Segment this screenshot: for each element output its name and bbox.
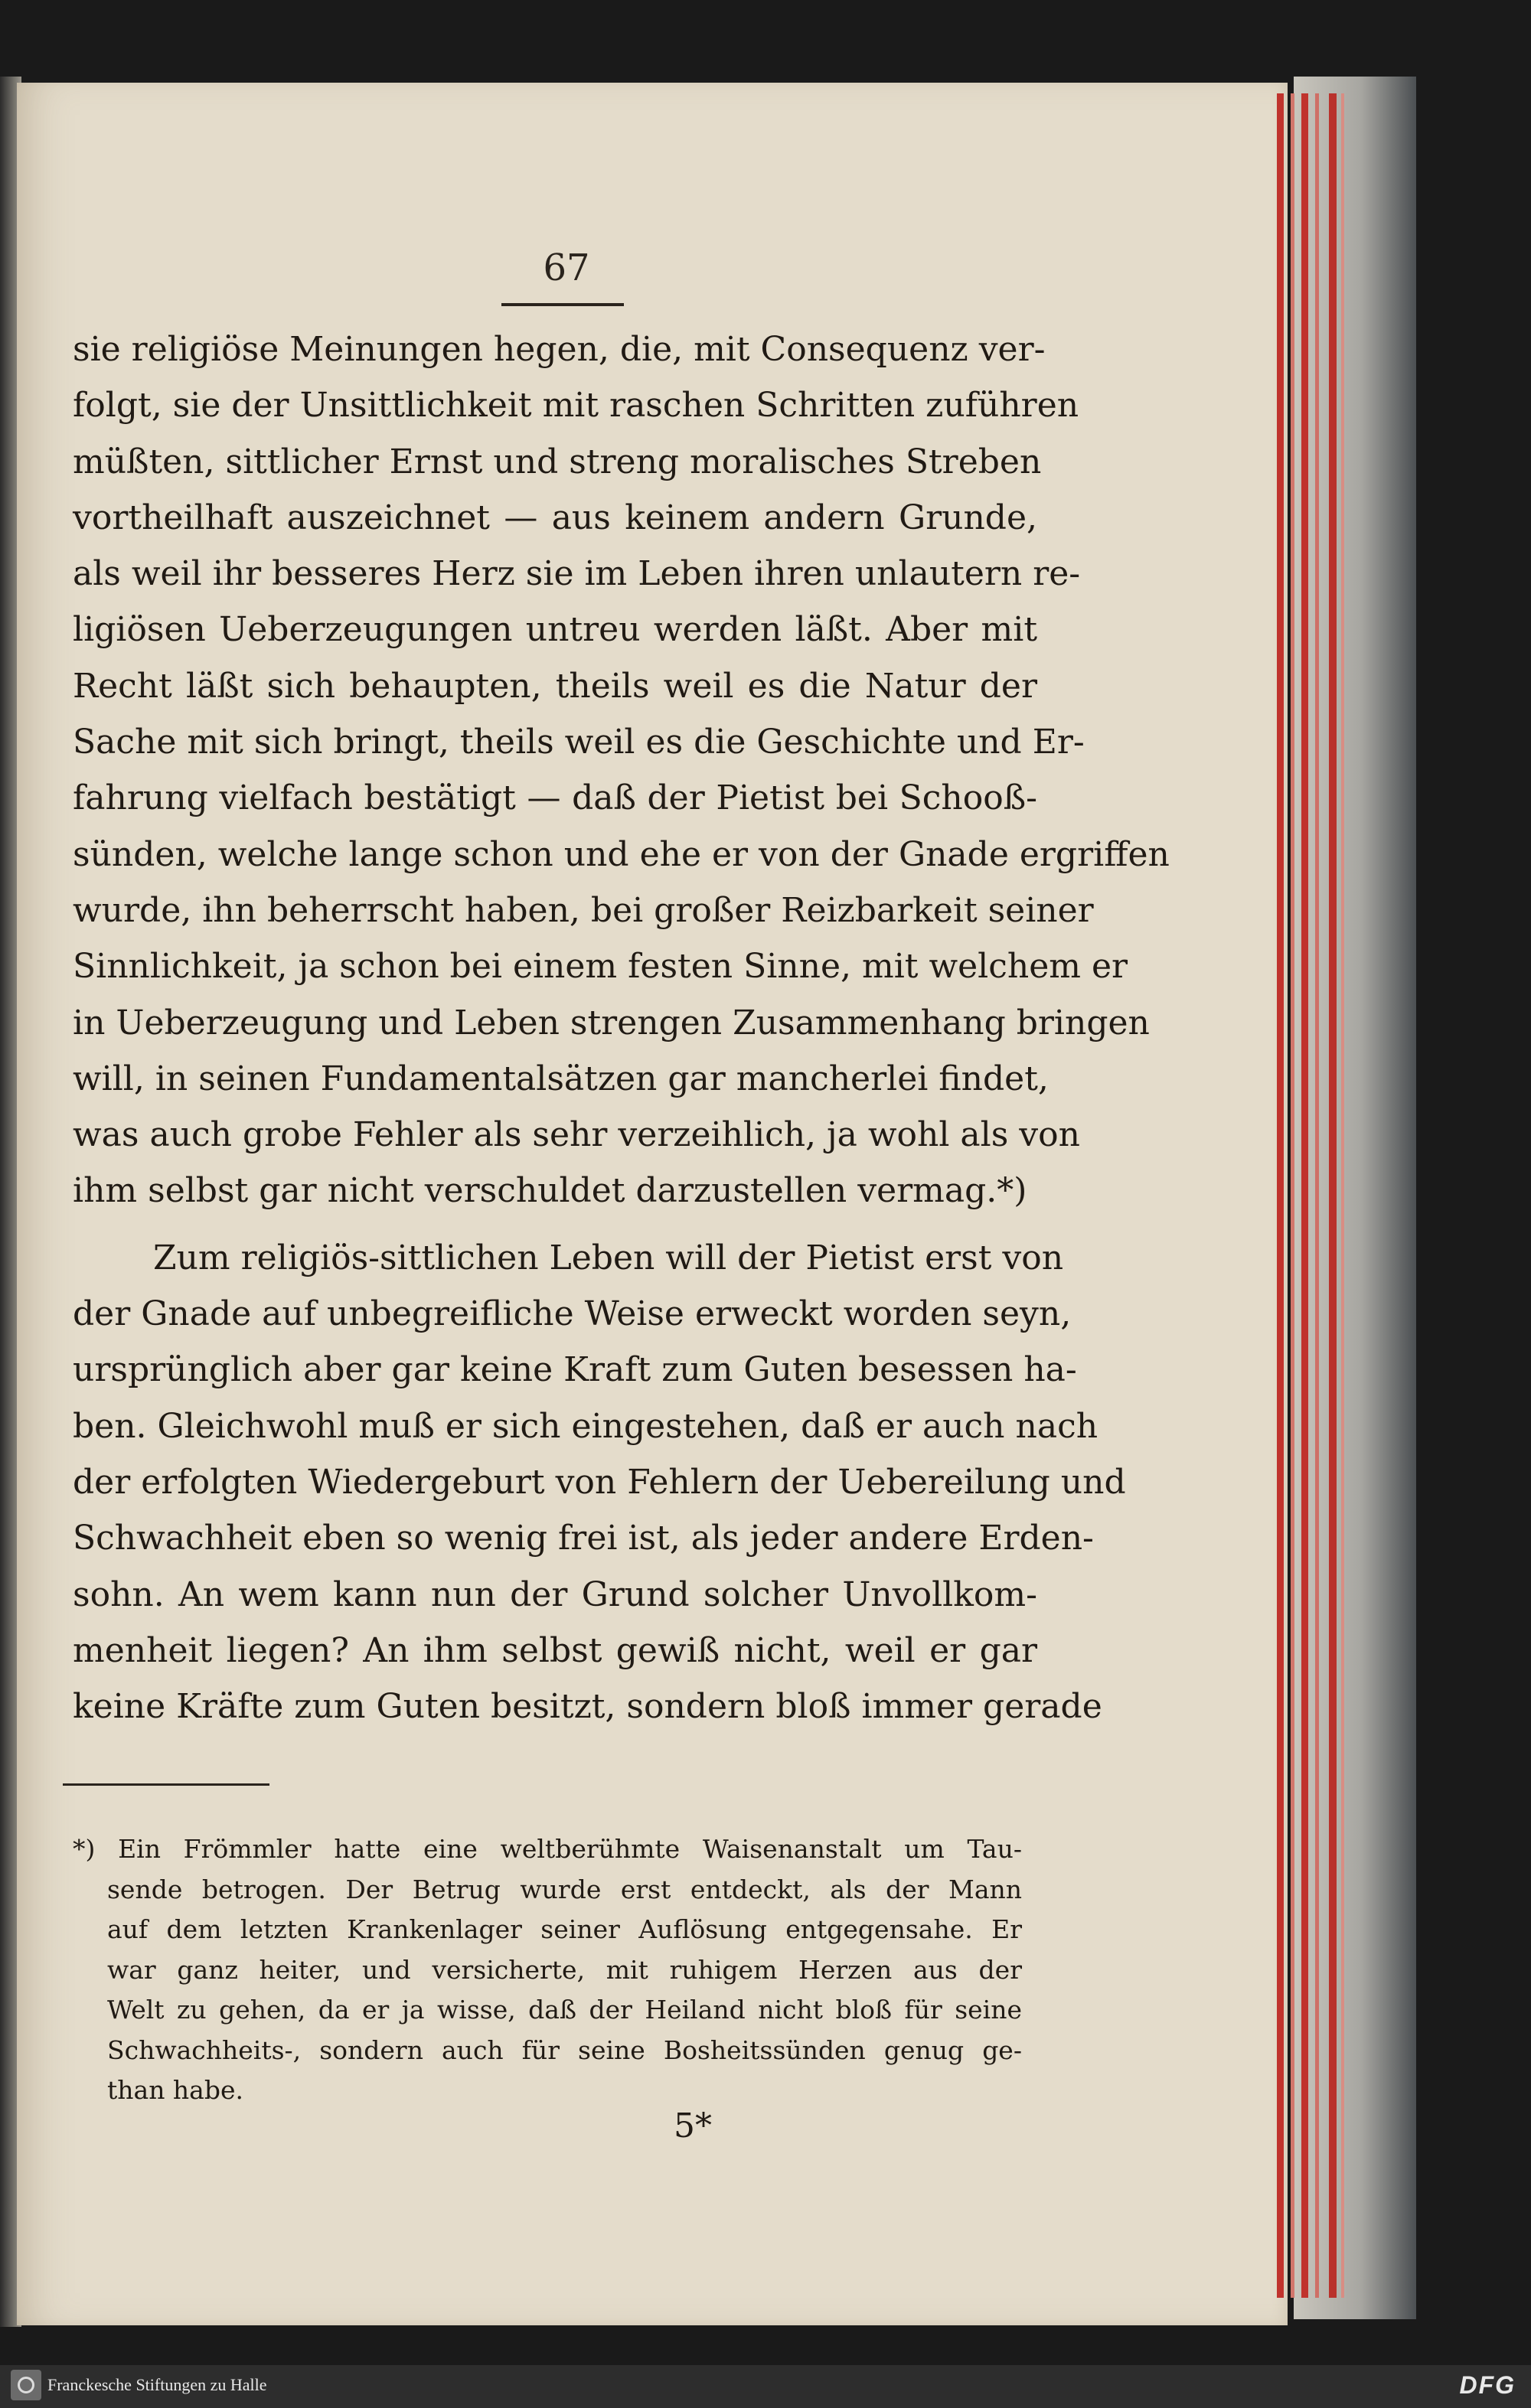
text-line: vortheilhaft auszeichnet — aus keinem andern Grunde, [73, 498, 1037, 537]
text-line: folgt, sie der Unsittlichkeit mit raschen Schritten zuführen [73, 386, 1079, 426]
institution-logo-icon [11, 2370, 41, 2400]
text-line: was auch grobe Fehler als sehr verzeihlich, ja wohl als von [73, 1115, 1080, 1155]
footnote-rule [63, 1783, 269, 1786]
text-line: menheit liegen? An ihm selbst gewiß nicht, weil er gar [73, 1630, 1037, 1670]
text-line: ihm selbst gar nicht verschuldet darzustellen vermag.*) [73, 1171, 1027, 1211]
text-line: sünden, welche lange schon und ehe er von der Gnade ergriffen [73, 834, 1170, 874]
footnote-line: than habe. [107, 2075, 244, 2105]
text-line: in Ueberzeugung und Leben strengen Zusammenhang bringen [73, 1003, 1150, 1042]
text-line: müßten, sittlicher Ernst und streng moralisches Streben [73, 442, 1042, 481]
page-number-rule [501, 303, 624, 306]
institution-name: Franckesche Stiftungen zu Halle [47, 2375, 267, 2394]
text-line: Recht läßt sich behaupten, theils weil es die Natur der [73, 666, 1037, 706]
page-edge [1341, 93, 1344, 2298]
page-edge [1315, 93, 1319, 2298]
dfg-logo: DFG [1459, 2371, 1516, 2399]
text-line: keine Kräfte zum Guten besitzt, sondern bloß immer gerade [73, 1687, 1102, 1727]
text-line: als weil ihr besseres Herz sie im Leben ihren unlautern re- [73, 554, 1081, 594]
page-edge [1329, 93, 1337, 2298]
text-line: Zum religiös-sittlichen Leben will der Pietist erst von [153, 1238, 1064, 1277]
text-line: sohn. An wem kann nun der Grund solcher Unvollkom- [73, 1574, 1037, 1614]
text-line: ben. Gleichwohl muß er sich eingestehen, daß er auch nach [73, 1406, 1098, 1446]
footnote-line: war ganz heiter, und versicherte, mit ruhigem Herzen aus der [107, 1954, 1022, 1985]
footnote-line: *) Ein Frömmler hatte eine weltberühmte Waisenanstalt um Tau- [73, 1834, 1022, 1864]
text-line: ursprünglich aber gar keine Kraft zum Guten besessen ha- [73, 1350, 1077, 1390]
footnote-line: auf dem letzten Krankenlager seiner Auflösung entgegensahe. Er [107, 1914, 1022, 1944]
text-line: ligiösen Ueberzeugungen untreu werden läßt. Aber mit [73, 610, 1037, 650]
text-line: der erfolgten Wiedergeburt von Fehlern der Uebereilung und [73, 1462, 1126, 1502]
footnote-line: Schwachheits-, sondern auch für seine Bosheitssünden genug ge- [107, 2034, 1022, 2065]
text-line: will, in seinen Fundamentalsätzen gar mancherlei findet, [73, 1059, 1049, 1098]
text-line: Schwachheit eben so wenig frei ist, als jeder andere Erden- [73, 1519, 1094, 1558]
text-line: wurde, ihn beherrscht haben, bei großer Reizbarkeit seiner [73, 890, 1094, 930]
page-edge [1277, 93, 1284, 2298]
body-text [73, 321, 1170, 1734]
text-line: sie religiöse Meinungen hegen, die, mit Consequenz ver- [73, 330, 1046, 369]
text-line: Sinnlichkeit, ja schon bei einem festen Sinne, mit welchem er [73, 947, 1128, 987]
text-line: der Gnade auf unbegreifliche Weise erweckt worden seyn, [73, 1294, 1072, 1334]
page-edge [1291, 93, 1294, 2298]
footnote-line: Welt zu gehen, da er ja wisse, daß der Heiland nicht bloß für seine [107, 1995, 1022, 2025]
page-number: 67 [543, 246, 590, 289]
footnote-line: sende betrogen. Der Betrug wurde erst entdeckt, als der Mann [107, 1874, 1022, 1904]
text-line: Sache mit sich bringt, theils weil es die Geschichte und Er- [73, 723, 1085, 762]
footnote [73, 1829, 1022, 2111]
signature-mark: 5* [674, 2106, 712, 2145]
page-edge [1301, 93, 1308, 2298]
book-cover-board [1294, 77, 1416, 2319]
text-line: fahrung vielfach bestätigt — daß der Pietist bei Schooß- [73, 778, 1037, 818]
